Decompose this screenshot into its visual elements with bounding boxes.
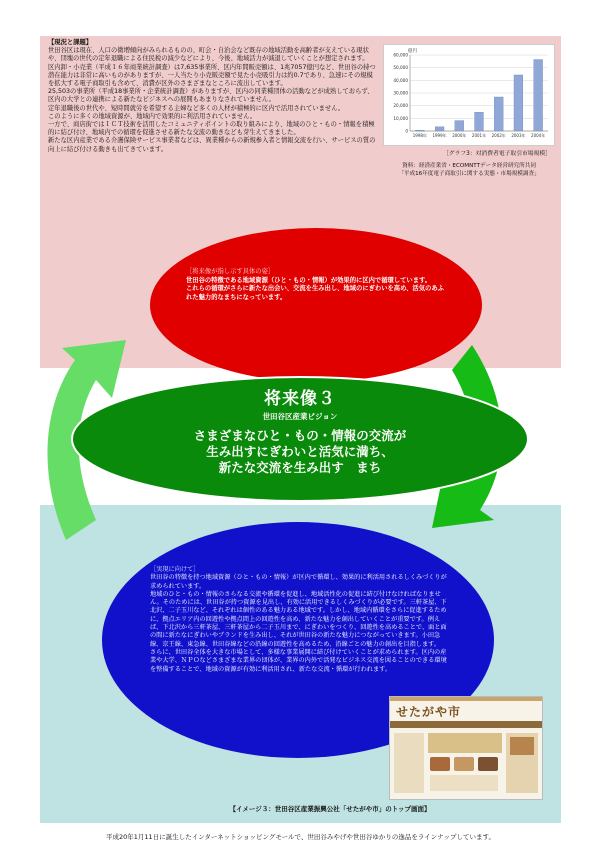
chart-xtick-label: 1999年 xyxy=(432,133,447,138)
vision-subtitle: 世田谷区産業ビジョン xyxy=(262,412,338,421)
thumb-banner xyxy=(428,733,502,753)
footer-note: 平成20年1月11日に誕生したインターネットショッピングモールで、世田谷みやげや世田谷ゆかりの逸品をラインナップしています。 xyxy=(106,833,495,841)
thumb-product-image xyxy=(430,757,450,771)
thumb-product-image xyxy=(478,757,498,771)
future-state-line-2: これらの循環がさらに新たな出会い、交流を生み出し、地域のにぎわいを高め、活気のあふれた魅力的なまちになっています。 xyxy=(186,285,444,301)
setagaya-ichi-logo: せたがや市 xyxy=(396,705,462,719)
slogan-line-3: 新たな交流を生み出す まち xyxy=(218,460,382,475)
realization-paragraph: 世田谷の特徴を持つ地域資源（ひと・もの・情報）が区内で循環し、効果的に利活用されるしくみづくりが求められています。 xyxy=(150,574,447,590)
intro-paragraph: 25,503の事業所（平成18事業所・企業統計調査）がありますが、区内の同業種団体の活動などが成熟しておらず、区内の大学との連携による新たなビジネスへの展開もあまりなされていません。 xyxy=(48,88,374,104)
future-state-label: ［将来像が指し示す具体の姿］ xyxy=(186,268,275,275)
chart-ytick-label: 40,000 xyxy=(393,77,408,83)
chart-ytick-label: 10,000 xyxy=(393,115,408,121)
setagaya-ichi-screenshot xyxy=(389,696,543,800)
chart-xtick-label: 2003年 xyxy=(511,133,526,138)
vision-title: 将来像３ xyxy=(264,389,336,409)
future-state-text xyxy=(186,268,450,302)
intro-paragraph: このように多くの地域資源が、地域内で効果的に利活用されていません。 xyxy=(48,112,257,120)
chart-ytick-label: 60,000 xyxy=(393,52,408,58)
thumb-product-text xyxy=(430,775,498,791)
thumb-nav xyxy=(390,721,542,728)
vision-slogan xyxy=(150,428,450,476)
source-line-2: 「平成16年度電子商取引に関する実態・市場規模調査」 xyxy=(398,171,540,177)
source-line-1: 資料：経済産業省・ECOMNTTデータ経営研究所共同 xyxy=(402,163,536,169)
slogan-line-1: さまざまなひと・もの・情報の交流が xyxy=(193,428,407,443)
thumb-topbar xyxy=(390,697,542,701)
thumb-sidebar xyxy=(394,733,424,793)
intro-paragraph: 新たな区内産業である介護保険サービス事業者などは、異業種からの新規参入者と情報交流を行い、サービスの質の向上に結び付ける動きも出てきています。 xyxy=(48,137,376,153)
thumb-product-image xyxy=(454,757,474,771)
chart-xtick-label: 2002年 xyxy=(491,133,506,138)
slogan-line-2: 生み出すにぎわいと活気に満ち、 xyxy=(206,444,394,459)
realization-text xyxy=(150,566,448,674)
realization-label: ［実現に向けて］ xyxy=(150,566,200,573)
chart-ytick-label: 0 xyxy=(405,128,408,134)
chart-xtick-label: 2001年 xyxy=(471,133,487,138)
chart-xtick-label: 1998年 xyxy=(412,133,427,138)
image-caption: 【イメージ３：世田谷区産業振興公社「せたがや市」のトップ画面】 xyxy=(229,805,431,813)
red-ellipse xyxy=(150,228,482,382)
intro-paragraph: 定年退職後の世代や、短時間就労を希望する主婦など多くの人材が積極的に区内で活用されていません。 xyxy=(48,104,345,112)
realization-paragraph: 地域のひと・もの・情報のさらなる交流や循環を促進し、地域活性化の促進に結び付けなければなりません。そのためには、世田谷が持つ資源を見出し、有効に活用できるしくみづくりが必要です。三軒茶屋、下北沢、二子玉川など、それぞれは個性のある魅力ある地域です。しかし、地域内循環をさらに促進するために、拠点エリア内の回遊性や拠点間上の回遊性を高め、新たな魅力を創出していくことが重要です。例えば、下北沢から三軒茶屋、三軒茶屋から二子玉川まで、にぎわいをつくり、回遊性を高めることで、面と面の間に新たなにぎわいやブランドを生み出し、それが世田谷の新たな魅力につながっていきます。小田急線、京王線、東急線、世田谷線などの沿線の回遊性を高めるため、沿線ごとの魅力の創出を目指します。 xyxy=(150,590,447,648)
chart-caption-text: ［グラフ3：対消費者電子取引市場規模］ xyxy=(442,151,551,157)
thumb-right-image xyxy=(510,737,534,755)
intro-paragraph: 区内卸・小売業（平成１６年商業統計調査）は7,635事業所、区内年間販売額は、1兆7057億円など、世田谷の持つ潜在能力は非常に高いものがありますが、一人当たり小売販売額で見た小売吸引力は約0.7であり、急速にその規模を拡大する電子商取引も含めて、消費が区外のさまざまなところに流出しています。 xyxy=(48,63,376,88)
chart-xtick-label: 2000年 xyxy=(452,133,467,138)
chart-ylabel: 億円 xyxy=(408,49,417,54)
chart-xtick-label: 2004年 xyxy=(531,133,546,138)
intro-heading: 【現況と課題】 xyxy=(48,39,93,46)
chart-ytick-label: 20,000 xyxy=(393,103,408,109)
intro-paragraph: 世田谷区は現在、人口の微増傾向がみられるものの、町会・自治会など既存の地域活動を高齢者が支えている現状や、団塊の世代の定年退職による住民税の減少などにより、今後、地域活力が減退していくことが想定されます。 xyxy=(48,47,369,63)
chart-ytick-label: 30,000 xyxy=(393,90,408,96)
realization-paragraph: さらに、世田谷全体を大きな市場として、多様な事業展開に結び付けていくことが求められます。区内の産業や大学、ＮＰＯなどさまざまな業界の団体が、業界の内外で活発なビジネス交流を図ることのできる環境を整備することで、地域の資源が有効に利活用され、新たな交流・循環が行われます。 xyxy=(150,648,447,673)
future-state-line-1: 世田谷の特徴である地域資源（ひと・もの・情報）が効果的に区内で循環しています。 xyxy=(186,276,432,284)
vision-title-block xyxy=(150,384,450,476)
chart-ytick-label: 50,000 xyxy=(393,65,408,71)
intro-paragraph: 一方で、商店街ではＩＣＴ技術を活用したコミュニティポイントの取り組みにより、地域のひと・もの・情報を積極的に結び付け、地域内での循環を促進させる新たな交流の動きなども芽生えてきました。 xyxy=(48,121,375,137)
